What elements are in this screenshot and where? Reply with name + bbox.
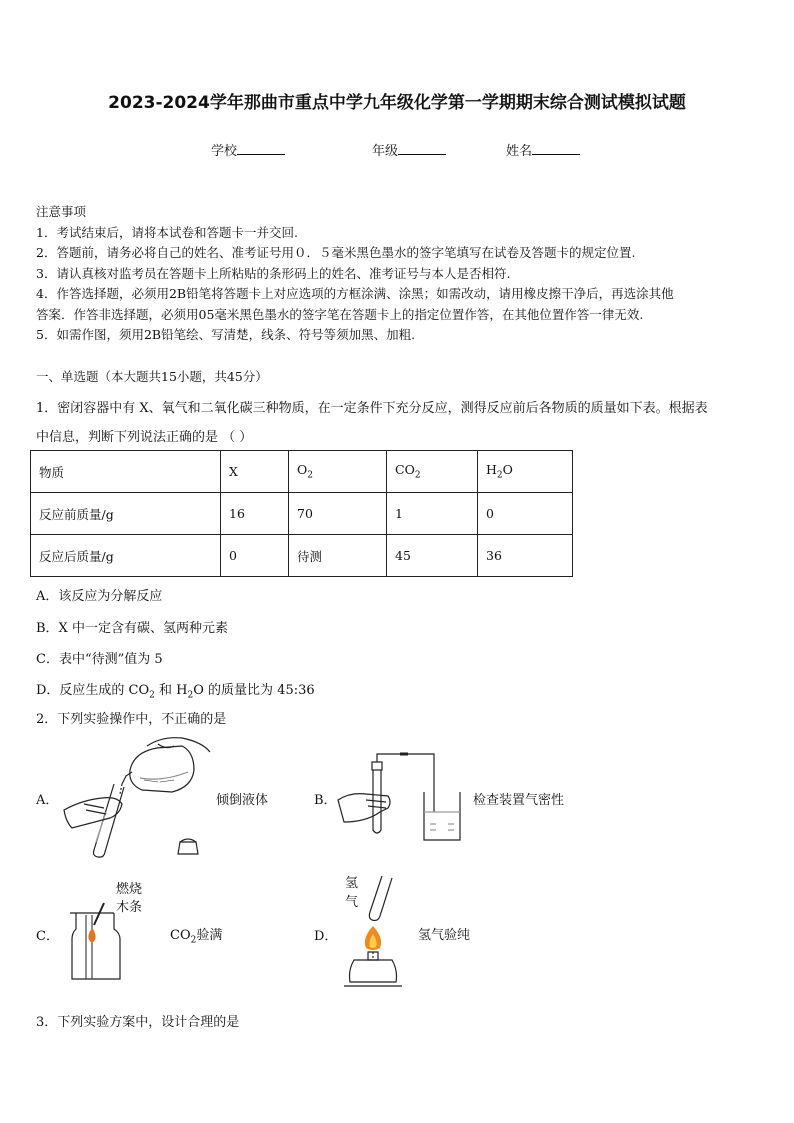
table-cell: 1 [387, 493, 478, 535]
burning-stick-label: 燃烧 木条 [116, 882, 143, 915]
q2-option-d-text: 氢气验纯 [418, 928, 471, 943]
notice-item: 1．考试结束后，请将本试卷和答题卡一并交回. [36, 224, 298, 240]
table-cell: 36 [478, 535, 573, 577]
school-field: 学校 [211, 140, 285, 159]
notice-item: 2．答题前，请务必将自己的姓名、准考证号用０．５毫米黑色墨水的签字笔填写在试卷及答题卡的规定位置. [36, 245, 636, 260]
name-field: 姓名 [506, 140, 580, 159]
table-cell: 0 [478, 493, 573, 535]
notice-item: 3．请认真核对监考员在答题卡上所粘贴的条形码上的姓名、准考证号与本人是否相符. [36, 265, 511, 281]
notice-heading: 注意事项 [36, 204, 87, 219]
notice-item: 4．作答选择题，必须用2B铅笔将答题卡上对应选项的方框涂满、涂黑；如需改动，请用橡皮擦干净后，再选涂其他 [36, 286, 674, 301]
notice-item: 5．如需作图，须用2B铅笔绘、写清楚，线条、符号等须加黑、加粗. [36, 327, 416, 342]
grade-field: 年级 [372, 140, 446, 159]
table-cell: 0 [221, 535, 289, 577]
question-3-stem: 3．下列实验方案中，设计合理的是 [36, 1015, 240, 1030]
table-cell: 待测 [289, 535, 387, 577]
option-d: D．反应生成的 $CO_2$ 和 $H_2O$ 的质量比为 45:36 [36, 683, 315, 701]
table-cell: 16 [221, 493, 289, 535]
question-1-stem: 1．密闭容器中有 X、氧气和二氧化碳三种物质，在一定条件下充分反应，测得反应前后各物质的质量如下表。根据表 中信息，判断下列说法正确的是 （ ） [36, 401, 708, 445]
q2-option-c-text: $CO_2$验满 [170, 928, 223, 946]
table-cell: 反应前质量/g [31, 493, 221, 535]
q2-option-c-letter: C． [36, 929, 59, 944]
table-cell: 45 [387, 535, 478, 577]
q2-option-a-letter: A． [36, 793, 59, 808]
page-title: 2023-2024学年那曲市重点中学九年级化学第一学期期末综合测试模拟试题 [108, 93, 686, 113]
airtightness-illustration [336, 752, 466, 847]
table-row [31, 535, 573, 577]
option-a: A．该反应为分解反应 [36, 589, 163, 604]
pouring-liquid-illustration [62, 732, 212, 862]
option-b: B．X 中一定含有碳、氢两种元素 [36, 621, 228, 636]
table-row [31, 493, 573, 535]
mass-table [30, 450, 573, 577]
notice-block [36, 202, 766, 346]
notice-item: 答案．作答非选择题，必须用05毫米黑色墨水的签字笔在答题卡上的指定位置作答，在其他位置作答一律无效. [36, 306, 644, 322]
table-cell: 反应后质量/g [31, 535, 221, 577]
table-cell: X [221, 451, 289, 493]
q2-option-a-text: 倾倒液体 [216, 793, 269, 808]
co2-bottle-illustration [64, 895, 134, 985]
option-c: C．表中“待测”值为 5 [36, 652, 163, 667]
table-cell: $H_2O$ [478, 451, 573, 493]
table-row [31, 451, 573, 493]
table-cell: 物质 [31, 451, 221, 493]
q2-option-b-text: 检查装置气密性 [473, 793, 565, 808]
q2-option-b-letter: B． [314, 793, 337, 808]
table-cell: 70 [289, 493, 387, 535]
alcohol-lamp-illustration [340, 874, 410, 989]
question-2-stem: 2．下列实验操作中，不正确的是 [36, 712, 227, 727]
table-cell: $O_2$ [289, 451, 387, 493]
section-heading: 一、单选题（本大题共15小题，共45分） [36, 369, 268, 384]
hydrogen-label: 氢 气 [345, 876, 359, 910]
table-cell: $CO_2$ [387, 451, 478, 493]
q2-option-d-letter: D． [314, 929, 338, 944]
